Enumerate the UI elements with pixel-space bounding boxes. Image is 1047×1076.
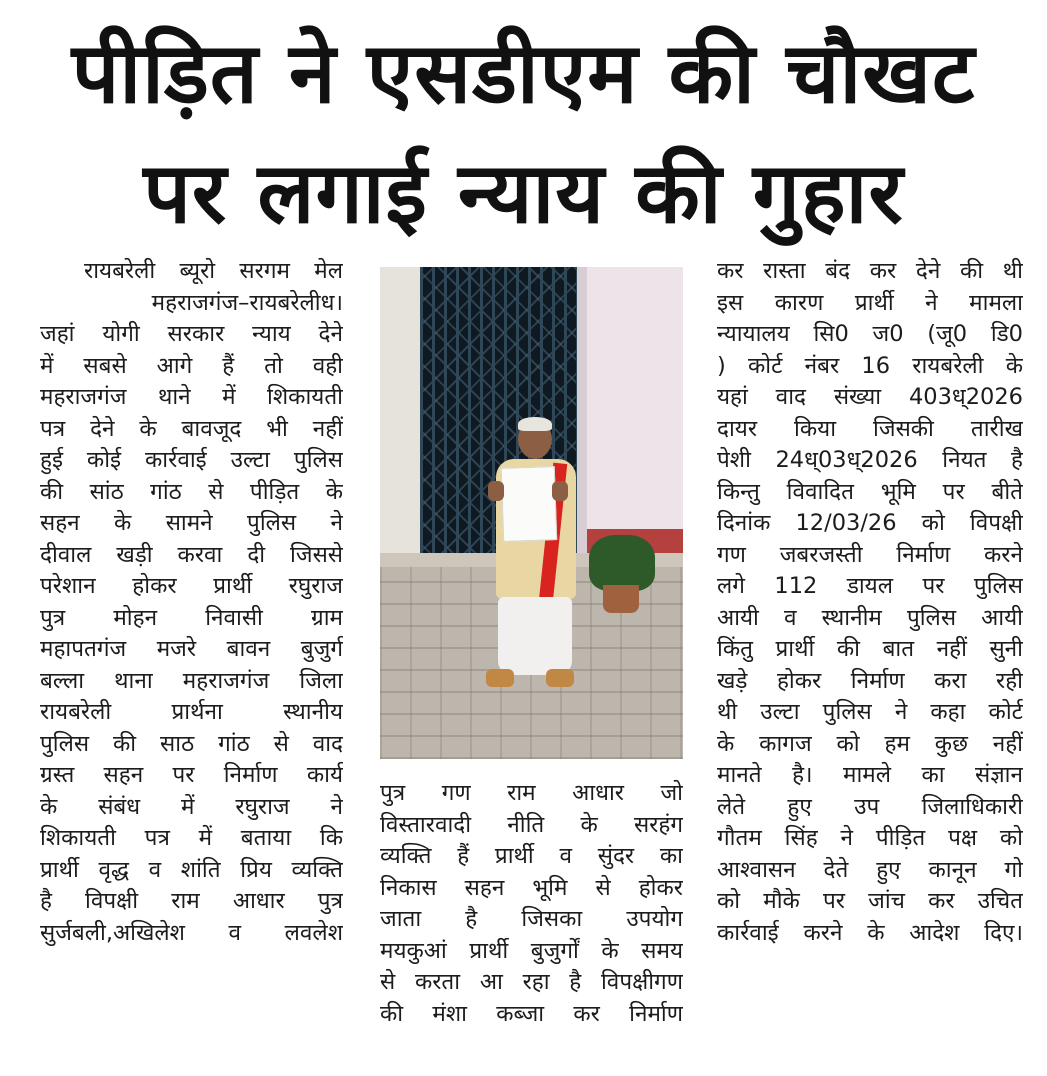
article-line: लेते हुए उप जिलाधिकारी — [717, 793, 1023, 820]
article-line: पुलिस की साठ गांठ से वाद — [40, 730, 343, 757]
article-line: से करता आ रहा है विपक्षीगण — [380, 969, 683, 995]
article-line: खड़े होकर निर्माण करा रही — [717, 667, 1023, 694]
article-line: महराजगंज थाने में शिकायती — [40, 384, 343, 410]
article-line: दीवाल खड़ी करवा दी जिससे — [40, 541, 343, 568]
article-line: आयी व स्थानीम पुलिस आयी — [717, 604, 1023, 631]
article-line: रायबरेली ब्यूरो सरगम मेल — [84, 258, 343, 284]
article-line: बल्ला थाना महराजगंज जिला — [40, 667, 343, 694]
article-line: जाता है जिसका उपयोग — [380, 906, 683, 932]
photo-complaint-paper — [501, 466, 558, 542]
article-line: मानते है। मामले का संज्ञान — [717, 762, 1023, 788]
article-line: पुत्र मोहन निवासी ग्राम — [40, 604, 343, 631]
article-line: महराजगंज–रायबरेलीध। — [151, 289, 343, 316]
photo-hand-left — [488, 481, 504, 501]
article-line: शिकायती पत्र में बताया कि — [40, 825, 343, 851]
news-photo — [380, 267, 683, 759]
article-line: विस्तारवादी नीति के सरहंग — [380, 811, 683, 838]
article-line: मयकुआं प्रार्थी बुजुर्गों के समय — [380, 937, 683, 964]
article-line: दायर किया जिसकी तारीख — [717, 415, 1023, 442]
headline-line-2: पर लगाई न्याय की गुहार — [143, 144, 904, 242]
article-line: प्रार्थी वृद्ध व शांति प्रिय व्यक्ति — [40, 856, 343, 883]
photo-wall-right — [587, 267, 683, 567]
article-line: इस कारण प्रार्थी ने मामला — [717, 289, 1023, 316]
article-line: ) कोर्ट नंबर 16 रायबरेली के — [717, 352, 1023, 379]
article-line: आश्वासन देते हुए कानून गो — [717, 856, 1023, 883]
article-line: के संबंध में रघुराज ने — [40, 793, 343, 820]
article-line: गौतम सिंह ने पीड़ित पक्ष को — [717, 825, 1023, 851]
article-line: के कागज को हम कुछ नहीं — [717, 730, 1023, 757]
article-line: महापतगंज मजरे बावन बुजुर्ग — [40, 636, 343, 662]
article-column-1 — [40, 256, 343, 949]
photo-flower-pot — [603, 585, 639, 613]
article-line: किन्तु विवादित भूमि पर बीते — [717, 478, 1023, 505]
photo-man-hair — [518, 417, 552, 431]
article-line: न्यायालय सि0 ज0 (जू0 डि0 — [717, 321, 1023, 347]
article-line: परेशान होकर प्रार्थी रघुराज — [40, 573, 343, 599]
article-line: निकास सहन भूमि से होकर — [380, 874, 683, 901]
article-line: जहां योगी सरकार न्याय देने — [40, 321, 343, 347]
photo-potted-plant — [589, 535, 655, 591]
article-column-3 — [717, 256, 1023, 949]
article-line: को मौके पर जांच कर उचित — [717, 888, 1023, 914]
article-line: थी उल्टा पुलिस ने कहा कोर्ट — [717, 699, 1023, 725]
photo-wall — [380, 267, 422, 567]
article-line: सहन के सामने पुलिस ने — [40, 510, 343, 536]
photo-man-dhoti — [498, 597, 572, 675]
article-line: कर रास्ता बंद कर देने की थी — [717, 258, 1023, 284]
article-line: है विपक्षी राम आधार पुत्र — [40, 888, 343, 914]
article-line: सुर्जबली,अखिलेश व लवलेश — [40, 919, 343, 946]
photo-shoe-right — [546, 669, 574, 687]
article-line: दिनांक 12/03/26 को विपक्षी — [717, 510, 1023, 536]
photo-hand-right — [552, 481, 568, 501]
article-line: यहां वाद संख्या 403ध्2026 — [717, 384, 1023, 410]
article-line: पुत्र गण राम आधार जो — [380, 780, 683, 806]
article-line: में सबसे आगे हैं तो वही — [40, 352, 343, 379]
article-line: गण जबरजस्ती निर्माण करने — [717, 541, 1023, 568]
article-line: रायबरेली प्रार्थना स्थानीय — [40, 699, 343, 725]
article-line: पत्र देने के बावजूद भी नहीं — [40, 415, 343, 442]
article-line: हुई कोई कार्रवाई उल्टा पुलिस — [40, 447, 343, 473]
article-line: व्यक्ति हैं प्रार्थी व सुंदर का — [380, 843, 683, 869]
photo-shoe-left — [486, 669, 514, 687]
article-line: किंतु प्रार्थी की बात नहीं सुनी — [717, 636, 1023, 662]
article-line: की मंशा कब्जा कर निर्माण — [380, 1000, 683, 1027]
article-line: की सांठ गांठ से पीड़ित के — [40, 478, 343, 505]
headline-line-1: पीड़ित ने एसडीएम की चौखट — [71, 24, 976, 122]
article-column-2 — [380, 778, 683, 1030]
article-line: पेशी 24ध्03ध्2026 नियत है — [717, 447, 1023, 473]
article-line: कार्रवाई करने के आदेश दिए। — [717, 919, 1023, 946]
article-line: लगे 112 डायल पर पुलिस — [717, 573, 1023, 599]
article-line: ग्रस्त सहन पर निर्माण कार्य — [40, 762, 343, 788]
